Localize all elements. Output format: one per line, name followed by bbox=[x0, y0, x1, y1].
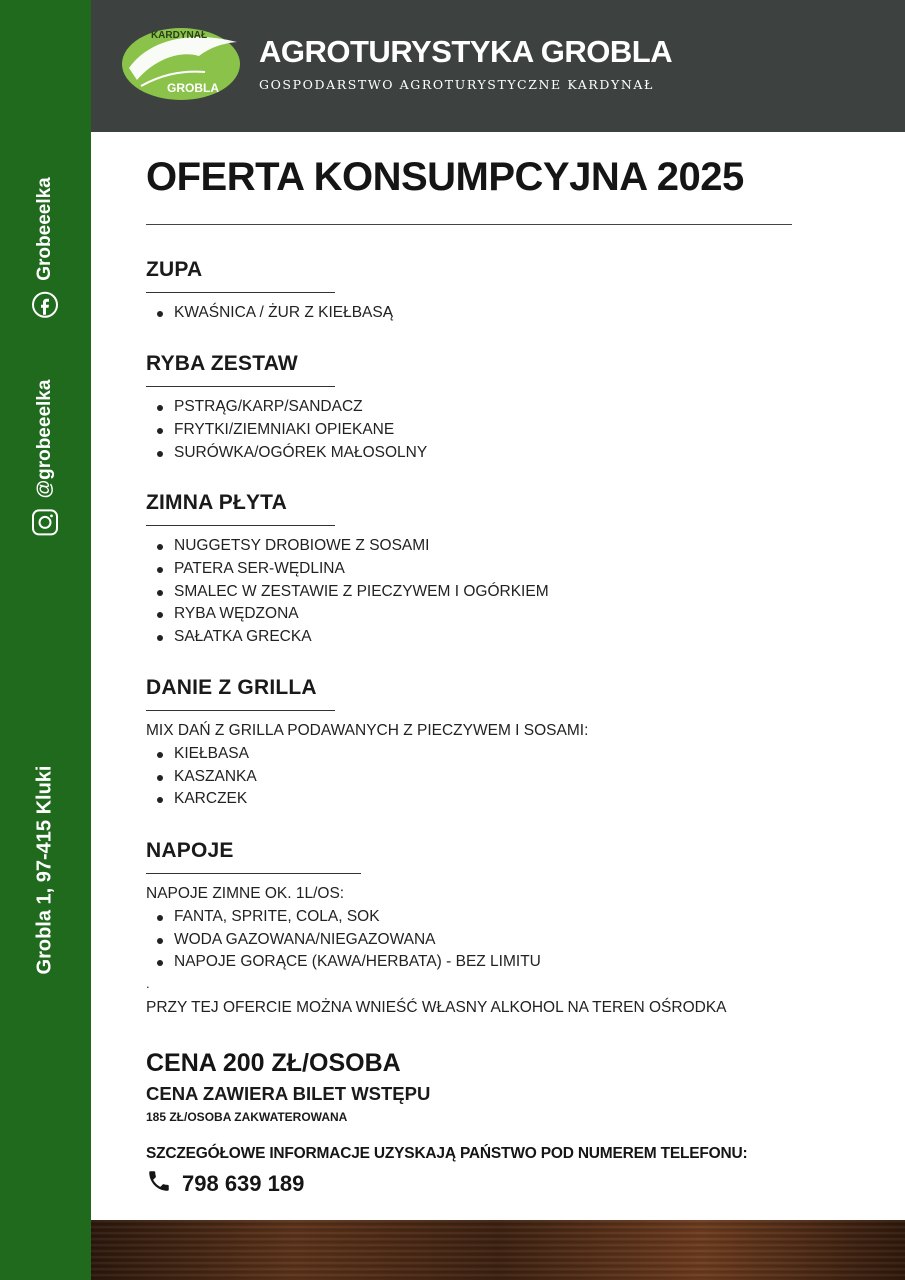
header bbox=[91, 0, 905, 132]
logo bbox=[119, 20, 243, 104]
wood-footer bbox=[91, 1220, 905, 1280]
section-danie-z-grilla bbox=[146, 676, 846, 811]
section-divider bbox=[146, 525, 335, 526]
address bbox=[34, 766, 57, 975]
price-includes: CENA ZAWIERA BILET WSTĘPU bbox=[146, 1083, 431, 1104]
instagram-label: @grobeeelka bbox=[34, 379, 55, 499]
list-item: PATERA SER-WĘDLINA bbox=[174, 558, 846, 581]
list-item: KWAŚNICA / ŻUR Z KIEŁBASĄ bbox=[174, 302, 846, 325]
section-divider bbox=[146, 873, 361, 874]
brand-title: AGROTURYSTYKA GROBLA bbox=[259, 34, 673, 69]
list-item: KARCZEK bbox=[174, 788, 846, 811]
address-label: Grobla 1, 97-415 Kluki bbox=[33, 765, 56, 975]
page-title: OFERTA KONSUMPCYJNA 2025 bbox=[146, 155, 744, 199]
list-item: NUGGETSY DROBIOWE Z SOSAMI bbox=[174, 535, 846, 558]
list-item: KIEŁBASA bbox=[174, 743, 846, 766]
title-divider bbox=[146, 224, 792, 225]
section-heading: NAPOJE bbox=[146, 839, 234, 862]
logo-bottom-text: GROBLA bbox=[167, 81, 219, 95]
list-item: RYBA WĘDZONA bbox=[174, 603, 846, 626]
list-item: SURÓWKA/OGÓREK MAŁOSOLNY bbox=[174, 442, 846, 465]
phone-row[interactable] bbox=[146, 1168, 304, 1199]
left-sidebar bbox=[0, 0, 91, 1280]
price-main: CENA 200 ZŁ/OSOBA bbox=[146, 1049, 401, 1077]
list-item: FRYTKI/ZIEMNIAKI OPIEKANE bbox=[174, 419, 846, 442]
section-ryba-zestaw bbox=[146, 352, 846, 464]
instagram-icon bbox=[31, 508, 59, 536]
section-zimna-plyta bbox=[146, 491, 846, 649]
list-item: FANTA, SPRITE, COLA, SOK bbox=[174, 906, 846, 929]
list-item: SMALEC W ZESTAWIE Z PIECZYWEM I OGÓRKIEM bbox=[174, 581, 846, 604]
section-intro: MIX DAŃ Z GRILLA PODAWANYCH Z PIECZYWEM I SOSAMI: bbox=[146, 722, 589, 739]
facebook-icon bbox=[31, 291, 59, 319]
list-item: NAPOJE GORĄCE (KAWA/HERBATA) - BEZ LIMITU bbox=[174, 951, 846, 974]
section-napoje bbox=[146, 839, 846, 974]
section-divider bbox=[146, 386, 335, 387]
section-divider bbox=[146, 292, 335, 293]
section-divider bbox=[146, 710, 335, 711]
price-note: 185 ZŁ/OSOBA ZAKWATEROWANA bbox=[146, 1110, 348, 1124]
logo-top-text: KARDYNAŁ bbox=[150, 30, 208, 41]
dot-separator: . bbox=[146, 976, 150, 991]
facebook-handle[interactable] bbox=[31, 177, 59, 319]
section-heading: RYBA ZESTAW bbox=[146, 352, 298, 375]
list-item: SAŁATKA GRECKA bbox=[174, 626, 846, 649]
phone-icon bbox=[146, 1168, 172, 1199]
section-heading: ZIMNA PŁYTA bbox=[146, 491, 288, 514]
contact-info: SZCZEGÓŁOWE INFORMACJE UZYSKAJĄ PAŃSTWO POD NUMEREM TELEFONU: bbox=[146, 1145, 748, 1162]
section-heading: ZUPA bbox=[146, 258, 203, 281]
phone-number[interactable]: 798 639 189 bbox=[182, 1170, 305, 1196]
list-item: WODA GAZOWANA/NIEGAZOWANA bbox=[174, 929, 846, 952]
brand-subtitle: GOSPODARSTWO AGROTURYSTYCZNE KARDYNAŁ bbox=[259, 77, 654, 92]
section-heading: DANIE Z GRILLA bbox=[146, 676, 317, 699]
list-item: PSTRĄG/KARP/SANDACZ bbox=[174, 396, 846, 419]
section-intro: NAPOJE ZIMNE OK. 1L/OS: bbox=[146, 885, 345, 902]
instagram-handle[interactable] bbox=[31, 380, 59, 537]
facebook-label: Grobeeelka bbox=[34, 177, 55, 281]
alcohol-note: PRZY TEJ OFERCIE MOŻNA WNIEŚĆ WŁASNY ALKOHOL NA TEREN OŚRODKA bbox=[146, 999, 727, 1016]
section-zupa bbox=[146, 258, 846, 325]
list-item: KASZANKA bbox=[174, 766, 846, 789]
